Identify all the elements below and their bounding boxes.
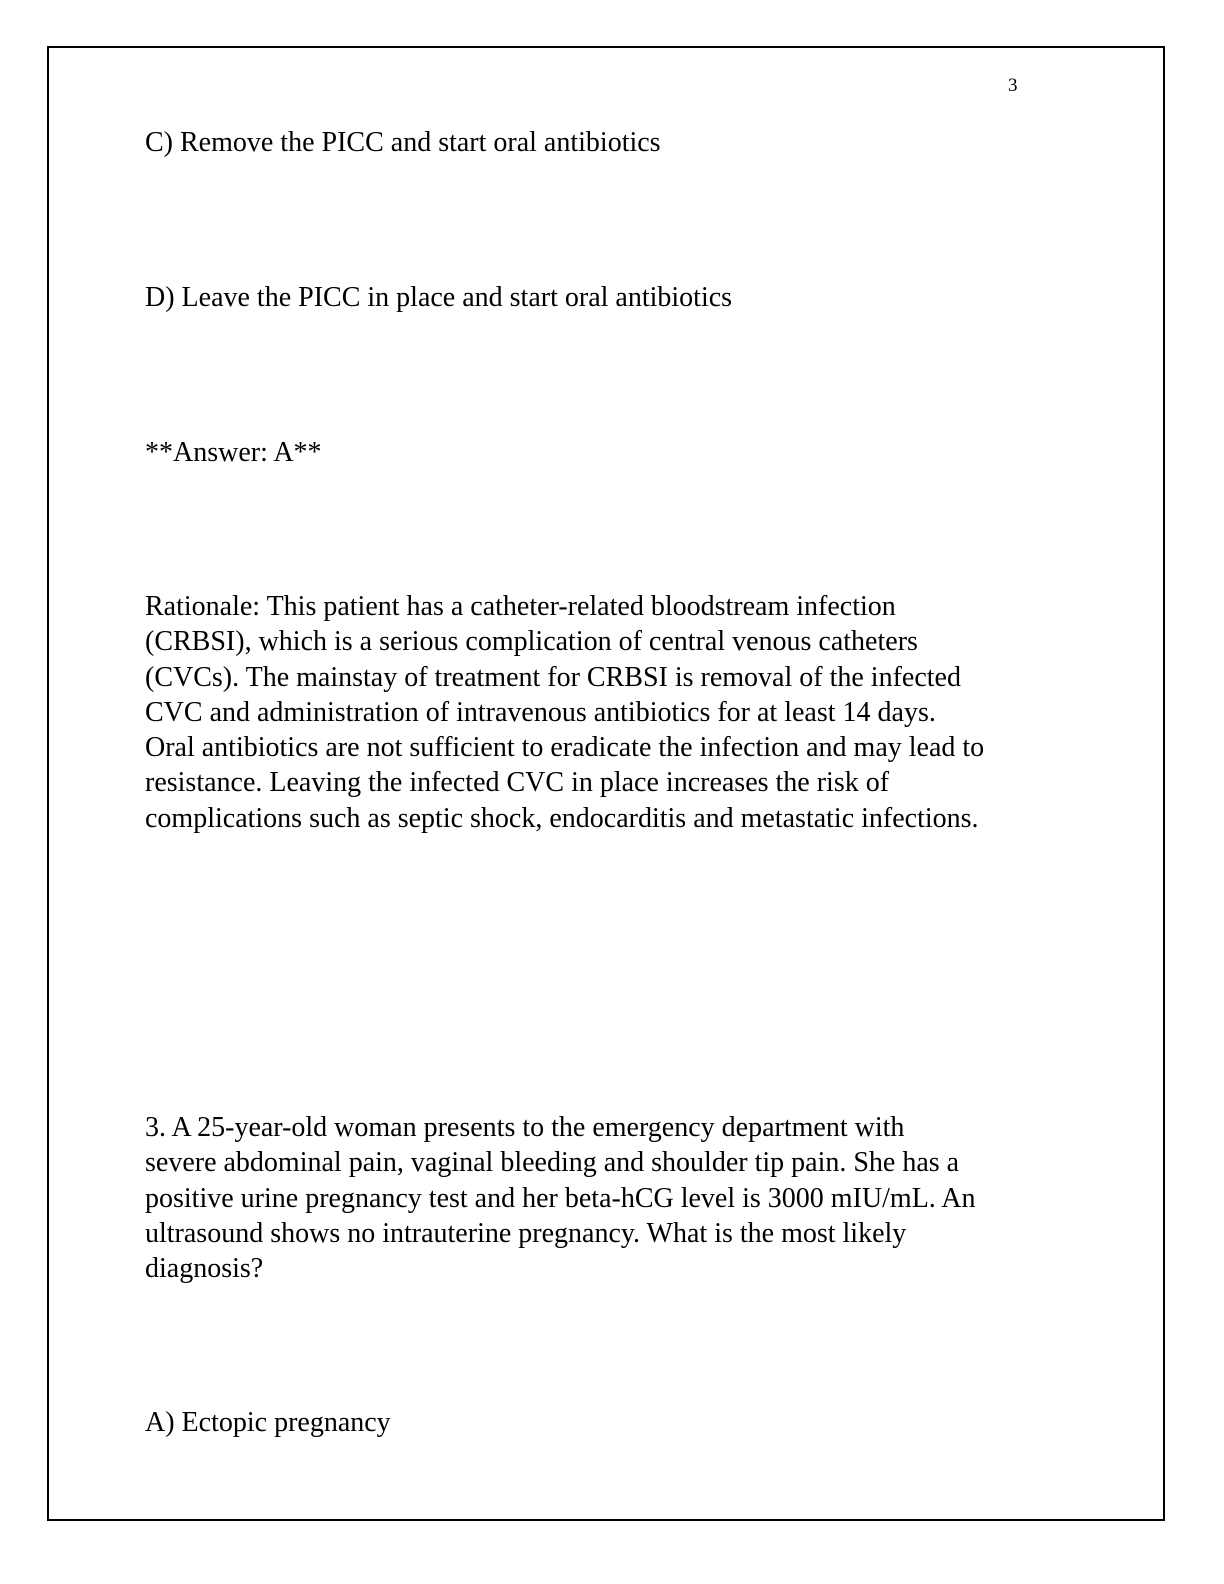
question-3-stem xyxy=(145,1110,1085,1286)
option-c: C) Remove the PICC and start oral antibiotics xyxy=(145,127,661,158)
question-stem-line: severe abdominal pain, vaginal bleeding and shoulder tip pain. She has a xyxy=(145,1147,960,1179)
rationale-line: Oral antibiotics are not sufficient to eradicate the infection and may lead to xyxy=(145,732,985,764)
question-stem-line: 3. A 25-year-old woman presents to the emergency department with xyxy=(145,1112,905,1143)
rationale-line: (CRBSI), which is a serious complication of central venous catheters xyxy=(145,626,918,658)
rationale-line: Rationale: This patient has a catheter-related bloodstream infection xyxy=(145,591,896,622)
option-a: A) Ectopic pregnancy xyxy=(145,1407,391,1438)
rationale-line: complications such as septic shock, endocarditis and metastatic infections. xyxy=(145,802,979,834)
rationale-line: CVC and administration of intravenous antibiotics for at least 14 days. xyxy=(145,696,936,728)
question-stem-line: diagnosis? xyxy=(145,1253,264,1285)
page-number: 3 xyxy=(1008,75,1018,96)
rationale-line: resistance. Leaving the infected CVC in place increases the risk of xyxy=(145,767,890,799)
question-stem-line: positive urine pregnancy test and her beta-hCG level is 3000 mIU/mL. An xyxy=(145,1182,976,1214)
rationale-paragraph xyxy=(145,589,1085,836)
option-d: D) Leave the PICC in place and start oral antibiotics xyxy=(145,282,733,313)
question-stem-line: ultrasound shows no intrauterine pregnancy. What is the most likely xyxy=(145,1217,907,1249)
rationale-line: (CVCs). The mainstay of treatment for CRBSI is removal of the infected xyxy=(145,661,961,693)
answer-line: **Answer: A** xyxy=(145,437,322,468)
